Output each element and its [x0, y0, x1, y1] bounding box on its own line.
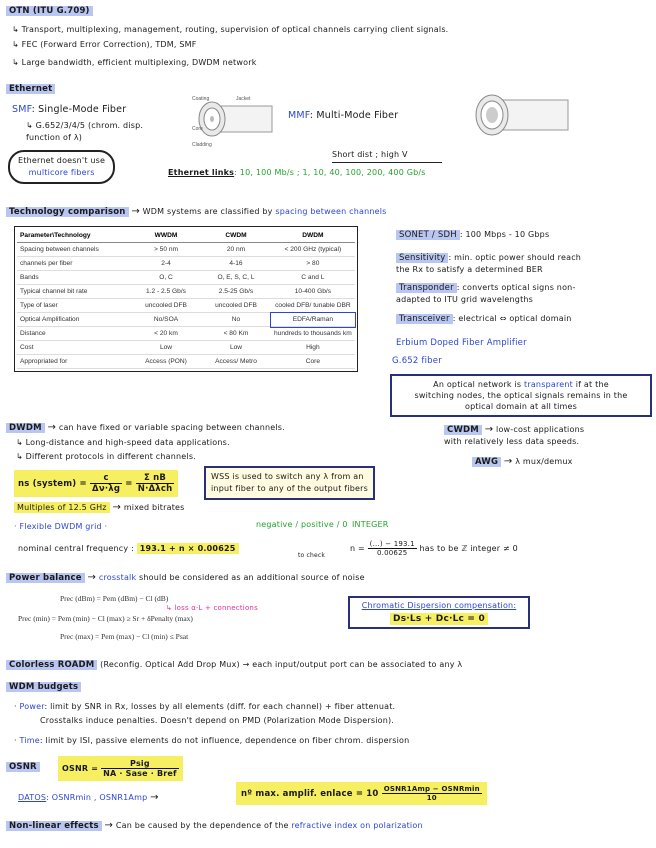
flex-grid-label: · Flexible DWDM grid · [14, 522, 108, 531]
mmf-label: MMF: Multi-Mode Fiber [288, 110, 399, 121]
mmf-fiber-core [486, 107, 498, 123]
table-cell: O, C [131, 271, 201, 285]
table-cell: No [201, 313, 271, 327]
table-cell: Low [201, 341, 271, 355]
table-row [17, 327, 355, 341]
osnr-datos: DATOS: OSNRmin , OSNR1Amp → [18, 792, 159, 803]
cd-compensation-box [348, 596, 530, 629]
table-row [17, 243, 355, 257]
power-eq-2: Prec (min) = Pem (min) − Cl (max) ≥ Sr + δPenalty (max) [18, 614, 193, 623]
table-cell: uncooled DFB [201, 299, 271, 313]
table-cell: Cost [17, 341, 131, 355]
table-cell: > 50 nm [131, 243, 201, 257]
table-cell: 4-16 [201, 257, 271, 271]
table-cell: cooled DFB/ tunable DBR [271, 299, 355, 313]
wss-box: WSS is used to switch any λ from an input fiber to any of the output fibers [204, 466, 375, 500]
table-cell: EDFA/Raman [271, 313, 355, 327]
table-row [17, 355, 355, 369]
fig-label-cladding: Cladding [192, 142, 212, 148]
flex-integer: INTEGER [352, 520, 389, 529]
table-cell: Appropriated for [17, 355, 131, 369]
ethernet-title: Ethernet [6, 84, 55, 94]
transparent-network-box: An optical network is transparent if at the switching nodes, the optical signals remains in the optical domain at all times [390, 374, 652, 417]
dwdm-sub-2: ↳ Different protocols in different channels. [16, 452, 196, 461]
cwdm-note: CWDM → low-cost applications with relatively less data speeds. [444, 424, 585, 446]
cd-formula-wrap [354, 614, 524, 624]
fiber-core [210, 116, 214, 122]
otn-section [6, 6, 93, 16]
power-eq-1: Prec (dBm) = Pem (dBm) − Cl (dB) [60, 594, 169, 603]
table-row [17, 271, 355, 285]
nominal-frequency: nominal central frequency : 193.1 + n × 0.00625 [18, 544, 239, 553]
table-header-cell: Parameter\Technology [17, 229, 131, 243]
n-formula: n = $\frac{(...) - 193.1}{0.00625}$ has to be ℤ integer ≠ 0 [350, 540, 518, 557]
short-distance-arrow [332, 162, 442, 163]
fig-label-jacket: Jacket [236, 96, 251, 102]
flex-neg-pos: negative / positive / 0 [256, 520, 348, 529]
table-cell: 2.5-25 Gb/s [201, 285, 271, 299]
table-cell: < 20 km [131, 327, 201, 341]
table-header-cell: WWDM [131, 229, 201, 243]
table-cell: 10-400 Gb/s [271, 285, 355, 299]
table-row [17, 341, 355, 355]
sonet-note: SONET / SDH : 100 Mbps - 10 Gbps [396, 230, 549, 240]
table-cell: Type of laser [17, 299, 131, 313]
osnr-label: OSNR [6, 762, 40, 772]
osnr-formula: OSNR = $\frac{\text{Psig}}{\text{NA · Sase · Bref}}$ [58, 756, 183, 781]
table-cell: Core [271, 355, 355, 369]
ethernet-links: Ethernet links: 10, 100 Mb/s ; 1, 10, 40, 100, 200, 400 Gb/s [168, 168, 426, 177]
dwdm-sub-1: ↳ Long-distance and high-speed data applications. [16, 438, 230, 447]
otn-line-2: ↳ FEC (Forward Error Correction), TDM, SMF [12, 40, 197, 49]
system-formula: ns (system) = $\frac{c}{\Delta\nu\cdot\lambda g}$ = $\frac{\text{Σ nB}}{\text{N·Δλch}}$ [14, 470, 178, 497]
table-cell: 20 nm [201, 243, 271, 257]
dwdm-line: DWDM → can have fixed or variable spacing between channels. [6, 422, 285, 433]
transceiver-note: Transceiver : electrical ⇔ optical domain [396, 314, 572, 324]
budget-time: · Time: limit by ISI, passive elements do not influence, dependence on fiber chrom. dispersion [14, 736, 410, 745]
nonlinear-line: Non-linear effects → Can be caused by the dependence of the refractive index on polarization [6, 820, 423, 831]
table-cell: Access/ Metro [201, 355, 271, 369]
table-cell: No/SOA [131, 313, 201, 327]
table-cell: Distance [17, 327, 131, 341]
smf-label: SMF: Single-Mode Fiber [12, 104, 127, 115]
table-row [17, 299, 355, 313]
table-row [17, 257, 355, 271]
smf-fiber-figure [192, 88, 282, 150]
edfa-note: Erbium Doped Fiber Amplifier [396, 338, 527, 348]
g652-note: G.652 fiber [392, 356, 442, 366]
table-row [17, 285, 355, 299]
table-header-cell: DWDM [271, 229, 355, 243]
table-cell: > 80 [271, 257, 355, 271]
tech-heading: Technology comparison → WDM systems are classified by spacing between channels [6, 206, 387, 217]
table-cell: 2-4 [131, 257, 201, 271]
table-row [17, 313, 355, 327]
table-cell: 1.2 - 2.5 Gb/s [131, 285, 201, 299]
power-eq-1-note: ↳ loss α·L + connections [166, 604, 258, 612]
table-cell: uncooled DFB [131, 299, 201, 313]
table-cell: Access (PON) [131, 355, 201, 369]
to-check-label: to check [298, 552, 326, 559]
table-cell: Bands [17, 271, 131, 285]
cd-title: Chromatic Dispersion compensation: [361, 601, 517, 610]
table-cell: Optical Amplification [17, 313, 131, 327]
table-cell: < 80 Km [201, 327, 271, 341]
table-cell: High [271, 341, 355, 355]
table-cell: C and L [271, 271, 355, 285]
table-cell: Spacing between channels [17, 243, 131, 257]
fig-label-coating: Coating [192, 96, 210, 102]
sensitivity-note: Sensitivity : min. optic power should reach the Rx to satisfy a determined BER [396, 253, 582, 274]
tech-table [17, 229, 355, 369]
table-cell: < 200 GHz (typical) [271, 243, 355, 257]
otn-line-3: ↳ Large bandwidth, efficient multiplexing, DWDM network [12, 58, 257, 67]
short-distance-note: Short dist ; high V [332, 150, 408, 159]
cd-formula: Ds·Ls + Dc·Lc = 0 [390, 613, 488, 625]
tech-comparison-table [14, 226, 358, 372]
smf-standards: ↳ G.652/3/4/5 (chrom. disp. function of λ) [26, 121, 144, 142]
power-balance-line: Power balance → crosstalk should be considered as an additional source of noise [6, 572, 365, 583]
table-header-cell: CWDM [201, 229, 271, 243]
multiples-line: Multiples of 12.5 GHz → mixed bitrates [14, 502, 185, 513]
wdm-budgets-title: WDM budgets [6, 682, 81, 692]
table-cell: hundreds to thousands km [271, 327, 355, 341]
fig-label-core: Core [192, 126, 203, 132]
table-header-row [17, 229, 355, 243]
table-cell: O, E, S, C, L [201, 271, 271, 285]
mmf-fiber-figure [468, 84, 574, 144]
transponder-note: Transponder : converts optical signs non- adapted to ITU grid wavelengths [396, 283, 576, 304]
power-eq-3: Prec (max) = Pem (max) − Cl (min) ≤ Psat [60, 632, 189, 641]
table-cell: Typical channel bit rate [17, 285, 131, 299]
ethernet-cloud-note: Ethernet doesn't use multicore fibers [8, 150, 115, 184]
otn-line-1: ↳ Transport, multiplexing, management, routing, supervision of optical channels carrying client signals. [12, 25, 449, 34]
budget-power-2: Crosstalks induce penalties. Doesn't depend on PMD (Polarization Mode Dispersion). [40, 716, 395, 725]
max-amplifiers-formula: nº max. amplif. enlace = 10 $\frac{\text{OSNR1Amp − OSNRmin}}{10}$ [236, 782, 487, 805]
table-cell: channels per fiber [17, 257, 131, 271]
budget-power: · Power: limit by SNR in Rx, losses by all elements (diff. for each channel) + fiber attenuat. [14, 702, 396, 711]
otn-title: OTN (ITU G.709) [6, 6, 93, 16]
roadm-line: Colorless ROADM (Reconfig. Optical Add Drop Mux) → each input/output port can be associated to any λ [6, 660, 462, 670]
awg-note: AWG → λ mux/demux [472, 456, 573, 467]
table-cell: Low [131, 341, 201, 355]
